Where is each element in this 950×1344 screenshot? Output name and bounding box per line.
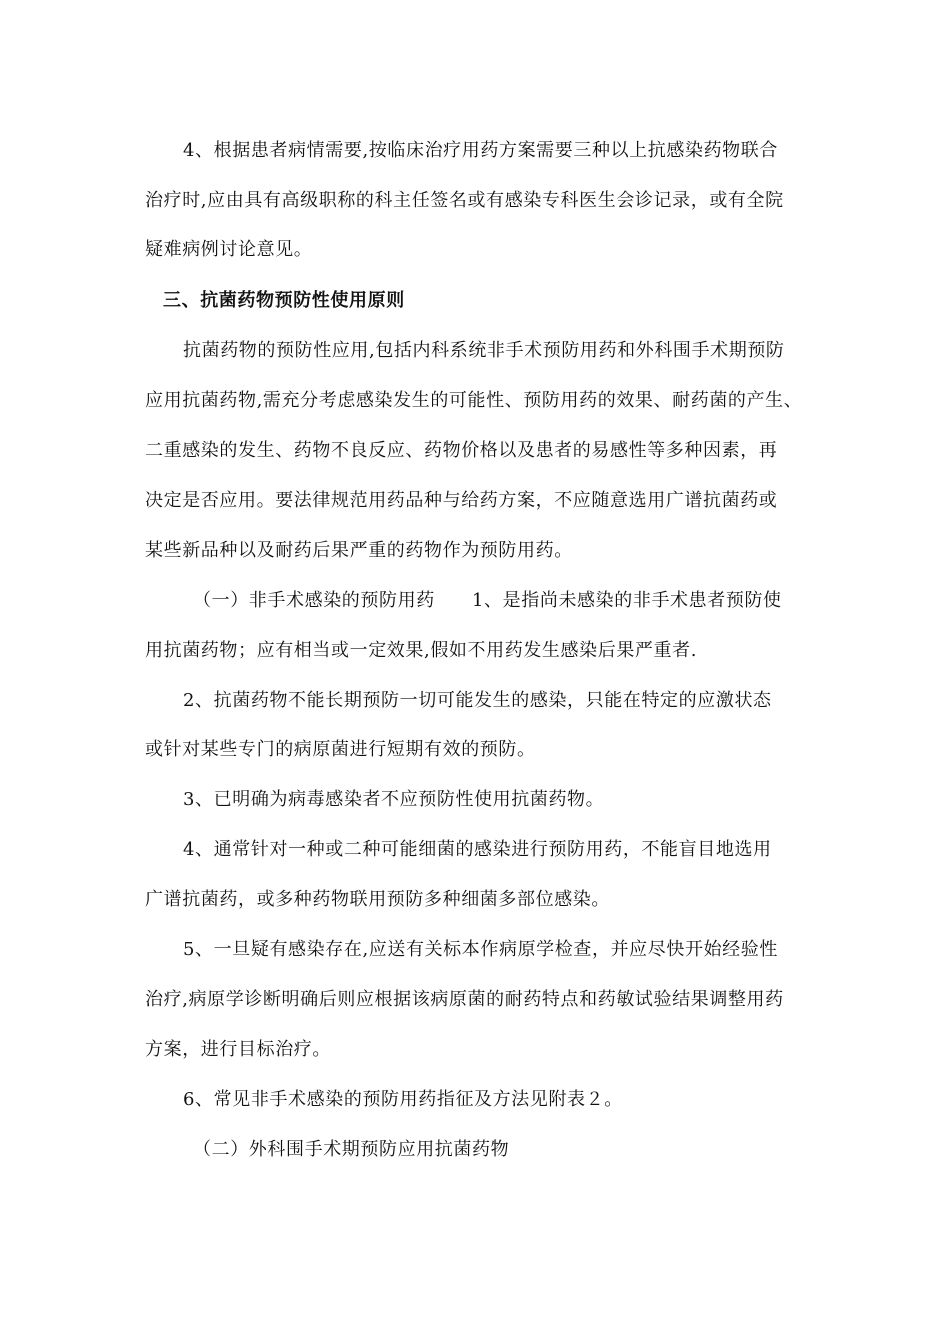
paragraph-line: 4、通常针对一种或二种可能细菌的感染进行预防用药，不能盲目地选用 — [183, 839, 772, 860]
paragraph-line: 某些新品种以及耐药后果严重的药物作为预防用药。 — [145, 540, 573, 561]
paragraph-line: 广谱抗菌药，或多种药物联用预防多种细菌多部位感染。 — [145, 889, 610, 910]
paragraph-line: 6、常见非手术感染的预防用药指征及方法见附表２。 — [183, 1089, 623, 1110]
paragraph-line: 治疗时,应由具有高级职称的科主任签名或有感染专科医生会诊记录，或有全院 — [145, 190, 784, 211]
paragraph-line: 二重感染的发生、药物不良反应、药物价格以及患者的易感性等多种因素，再 — [145, 440, 778, 461]
paragraph-line: 疑难病例讨论意见。 — [145, 239, 313, 260]
paragraph-line: 抗菌药物的预防性应用,包括内科系统非手术预防用药和外科围手术期预防 — [183, 340, 785, 361]
paragraph-line: 用抗菌药物；应有相当或一定效果,假如不用药发生感染后果严重者. — [145, 640, 698, 661]
paragraph-line: 3、已明确为病毒感染者不应预防性使用抗菌药物。 — [183, 789, 605, 810]
subsection-heading-line: （一）非手术感染的预防用药 1、是指尚未感染的非手术患者预防使 — [193, 590, 782, 611]
section-heading: 三、抗菌药物预防性使用原则 — [163, 290, 405, 311]
subsection-heading: （二）外科围手术期预防应用抗菌药物 — [193, 1139, 510, 1160]
paragraph-line: 4、根据患者病情需要,按临床治疗用药方案需要三种以上抗感染药物联合 — [183, 140, 778, 161]
paragraph-line: 方案，进行目标治疗。 — [145, 1039, 331, 1060]
paragraph-line: 治疗,病原学诊断明确后则应根据该病原菌的耐药特点和药敏试验结果调整用药 — [145, 989, 784, 1010]
paragraph-line: 5、一旦疑有感染存在,应送有关标本作病原学检查，并应尽快开始经验性 — [183, 939, 778, 960]
paragraph-line: 2、抗菌药物不能长期预防一切可能发生的感染，只能在特定的应激状态 — [183, 690, 772, 711]
paragraph-line: 决定是否应用。要法律规范用药品种与给药方案，不应随意选用广谱抗菌药或 — [145, 490, 778, 511]
paragraph-line: 或针对某些专门的病原菌进行短期有效的预防。 — [145, 739, 536, 760]
paragraph-line: 应用抗菌药物,需充分考虑感染发生的可能性、预防用药的效果、耐药菌的产生、 — [145, 390, 803, 411]
